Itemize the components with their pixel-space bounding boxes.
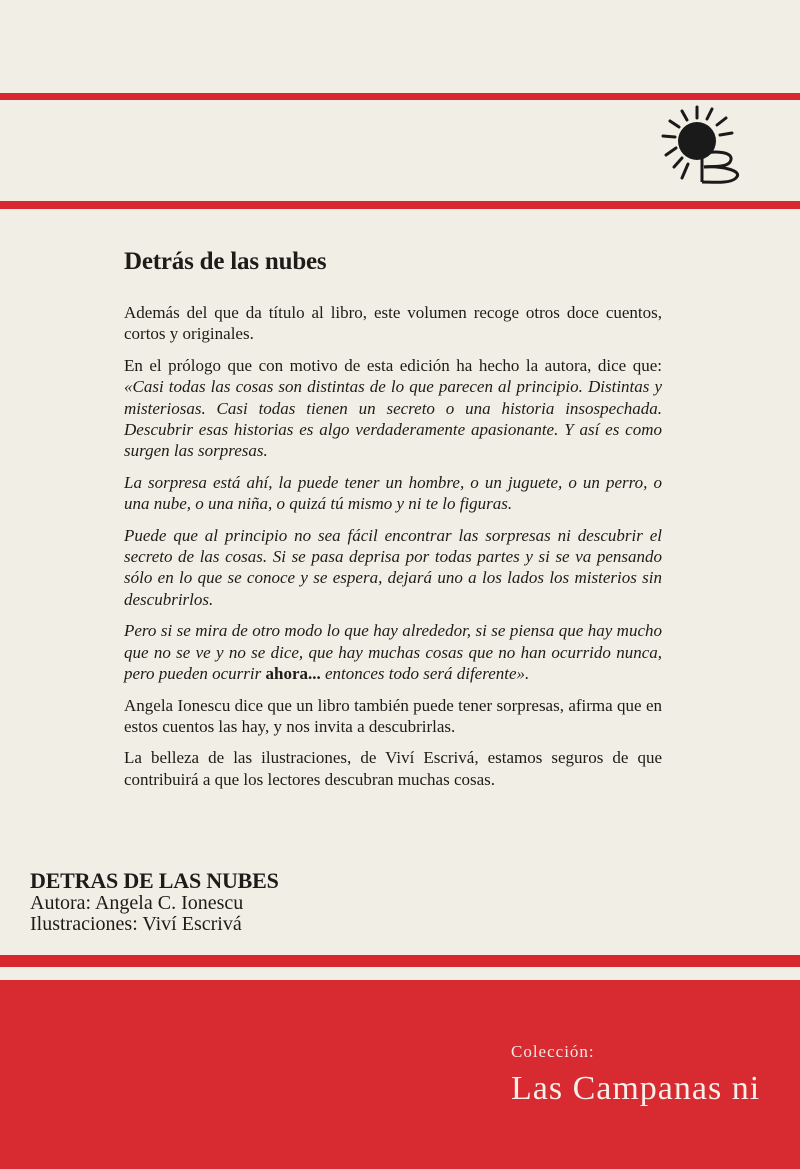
quote-emphasis: ahora... xyxy=(265,664,321,684)
synopsis-paragraph-3: La sorpresa está ahí, la puede tener un hombre, o un juguete, o un perro, o una nube, o una niña, o quizá tú mismo y ni te lo figuras. xyxy=(124,472,662,514)
upper-red-stripe xyxy=(0,201,800,209)
quote-part-b: entonces todo será diferente». xyxy=(320,664,530,684)
top-red-stripe xyxy=(0,93,800,100)
prologue-intro: En el prólogo que con motivo de esta edición ha hecho la autora, dice que: xyxy=(124,355,662,375)
book-title: Detrás de las nubes xyxy=(124,248,327,275)
synopsis-paragraph-6: Angela Ionescu dice que un libro también puede tener sorpresas, afirma que en estos cuentos las hay, y nos invita a descubrirlas. xyxy=(124,695,662,736)
synopsis-paragraph-7: La belleza de las ilustraciones, de Viví Escrivá, estamos seguros de que contribuirá a que los lectores descubran muchas cosas. xyxy=(124,748,662,789)
synopsis-paragraph-5 xyxy=(124,620,662,684)
quote-part-a: Pero si se mira de otro modo lo que hay alrededor, si se piensa que hay mucho que no se ve y no se dice, que hay muchas cosas que no han ocurrido nunca, pero pueden ocurrir xyxy=(124,621,662,684)
synopsis-paragraph-2 xyxy=(124,355,662,462)
prologue-quote: «Casi todas las cosas son distintas de lo que parecen al principio. Distintas y misteriosas. Casi todas tienen un secreto o una historia insospechada. Descubrir esas historias es algo verdaderamente apasionante. Y así es como surgen las sorpresas. xyxy=(124,377,662,461)
collection-band xyxy=(0,980,800,1169)
credits-title: DETRAS DE LAS NUBES xyxy=(30,868,279,893)
lower-red-stripe xyxy=(0,955,800,967)
synopsis-paragraph-1: Además del que da título al libro, este volumen recoge otros doce cuentos, cortos y originales. xyxy=(124,303,662,344)
synopsis xyxy=(124,248,662,800)
author-credit: Autora: Angela C. Ionescu xyxy=(30,892,244,914)
book-credits xyxy=(30,869,279,935)
collection-name: Las Campanas ni xyxy=(511,1070,761,1107)
sun-book-logo-icon xyxy=(660,104,746,188)
illustrator-credit: Ilustraciones: Viví Escrivá xyxy=(30,913,242,935)
synopsis-paragraph-4: Puede que al principio no sea fácil encontrar las sorpresas ni descubrir el secreto de las cosas. Si se pasa deprisa por todas partes y si se va pensando sólo en lo que se conoce y se espera, dejará uno a los lados los misterios sin descubrirlos. xyxy=(124,525,662,609)
collection-label: Colección: xyxy=(511,1042,595,1061)
